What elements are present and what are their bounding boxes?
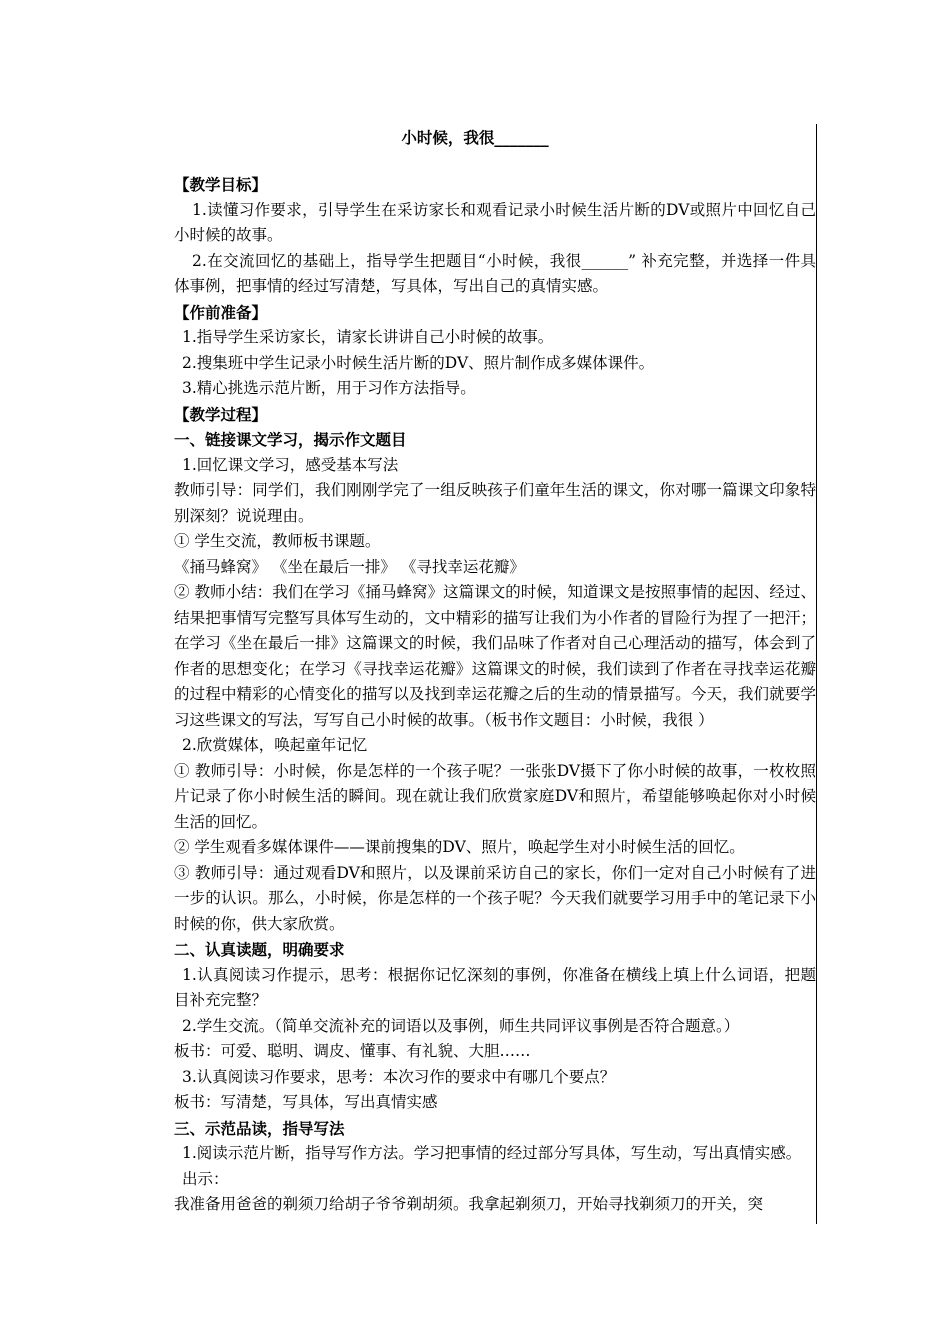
document-body — [174, 172, 816, 1218]
paragraph: 3.精心挑选示范片断，用于习作方法指导。 — [182, 379, 476, 397]
paragraph: 1.认真阅读习作提示，思考：根据你记忆深刻的事例，你准备在横线上填上什么词语，把题目补充完整？ — [174, 965, 816, 1009]
paragraph: 1.读懂习作要求，引导学生在采访家长和观看记录小时候生活片断的DV或照片中回忆自己小时候的故事。 — [174, 200, 816, 244]
paragraph: 教师引导：同学们，我们刚刚学完了一组反映孩子们童年生活的课文，你对哪一篇课文印象特别深刻？说说理由。 — [174, 481, 816, 525]
section-heading: 一、链接课文学习，揭示作文题目 — [174, 430, 407, 449]
paragraph: ① 教师引导：小时候，你是怎样的一个孩子呢？一张张DV摄下了你小时候的故事，一枚枚照片记录了你小时候生活的瞬间。现在就让我们欣赏家庭DV和照片，希望能够唤起你对小时候生活的回忆。 — [174, 761, 816, 831]
paragraph: 2.在交流回忆的基础上，指导学生把题目“小时候，我很______” 补充完整，并选择一件具体事例，把事情的经过写清楚，写具体，写出自己的真情实感。 — [174, 251, 816, 295]
paragraph: 2.学生交流。（简单交流补充的词语以及事例，师生共同评议事例是否符合题意。） — [182, 1016, 740, 1035]
paragraph: 3.认真阅读习作要求，思考：本次习作的要求中有哪几个要点？ — [182, 1067, 616, 1086]
page-title: 小时候，我很_______ — [401, 128, 549, 147]
paragraph: 《捅马蜂窝》 《坐在最后一排》 《寻找幸运花瓣》 — [174, 557, 525, 576]
paragraph: ① 学生交流，教师板书课题。 — [174, 532, 381, 550]
section-heading: 三、示范品读，指导写法 — [174, 1118, 345, 1138]
paragraph: ③ 教师引导：通过观看DV和照片，以及课前采访自己的家长，你们一定对自己小时候有了进一步的认识。那么，小时候，你是怎样的一个孩子呢？今天我们就要学习用手中的笔记录下小时候的你，供大家欣赏。 — [174, 863, 816, 933]
paragraph: ② 学生观看多媒体课件——课前搜集的DV、照片，唤起学生对小时候生活的回忆。 — [174, 838, 745, 856]
section-heading: 二、认真读题，明确要求 — [174, 940, 345, 959]
section-heading: 【教学目标】 — [174, 175, 268, 194]
paragraph: 1.阅读示范片断，指导写作方法。学习把事情的经过部分写具体，写生动，写出真情实感。 — [182, 1144, 802, 1162]
paragraph: 板书：可爱、聪明、调皮、懂事、有礼貌、大胆…… — [174, 1042, 531, 1060]
paragraph: 出示： — [182, 1169, 229, 1188]
paragraph: 板书：写清楚，写具体，写出真情实感 — [174, 1093, 438, 1111]
section-heading: 【作前准备】 — [174, 302, 268, 322]
paragraph: 2.欣赏媒体，唤起童年记忆 — [182, 736, 368, 754]
paragraph: 我准备用爸爸的剃须刀给胡子爷爷剃胡须。我拿起剃须刀，开始寻找剃须刀的开关，突 — [174, 1195, 764, 1213]
paragraph: 1.指导学生采访家长，请家长讲讲自己小时候的故事。 — [182, 328, 554, 346]
paragraph: 1.回忆课文学习，感受基本写法 — [182, 455, 399, 474]
paragraph: ② 教师小结：我们在学习《捅马蜂窝》这篇课文的时候，知道课文是按照事情的起因、经过、结果把事情写完整写具体写生动的，文中精彩的描写让我们为小作者的冒险行为捏了一把汗；在学习《坐在最后一排》这篇课文的时候，我们品味了作者对自己心理活动的描写，体会到了作者的思想变化；在学习《寻找幸运花瓣》这篇课文的时候，我们读到了作者在寻找幸运花瓣的过程中精彩的心情变化的描写以及找到幸运花瓣之后的生动的情景描写。今天，我们就要学习这些课文的写法，写写自己小时候的故事。（板书作文题目：小时候，我很 ） — [174, 583, 816, 729]
page-border-line — [816, 124, 817, 1224]
section-heading: 【教学过程】 — [174, 404, 268, 424]
paragraph: 2.搜集班中学生记录小时候生活片断的DV、照片制作成多媒体课件。 — [182, 353, 655, 372]
